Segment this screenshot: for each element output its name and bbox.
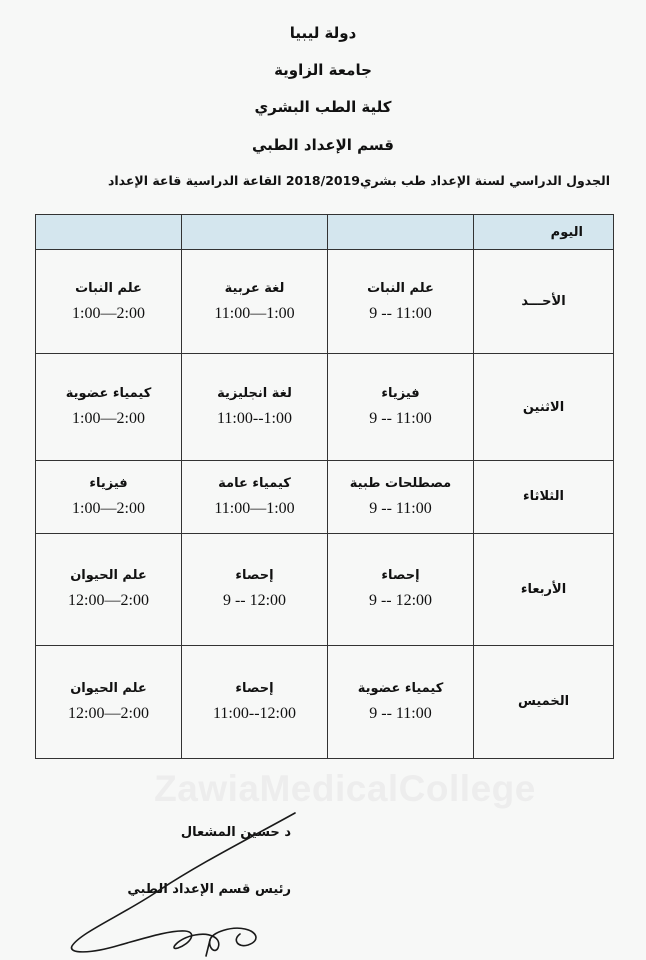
signatory-name: د حسين المشعال	[180, 825, 291, 840]
time: 1:00—2:00	[72, 410, 145, 428]
subject: علم النبات	[367, 280, 434, 296]
schedule-cell	[36, 645, 182, 758]
day-cell: الاثنين	[474, 354, 614, 460]
time: 9 -- 11:00	[369, 304, 432, 322]
subject: إحصاء	[381, 568, 420, 584]
schedule-cell	[182, 645, 328, 758]
handwritten-signature	[60, 808, 320, 958]
table-header-row	[36, 215, 614, 250]
schedule-cell	[328, 645, 474, 758]
time: 9 -- 12:00	[368, 592, 433, 610]
schedule-cell	[182, 354, 328, 460]
table-row	[36, 250, 614, 354]
subject: كيمياء عامة	[218, 475, 291, 491]
table-row	[36, 534, 614, 645]
schedule-cell	[328, 534, 474, 645]
header-empty-1	[328, 215, 474, 250]
header-empty-3	[36, 215, 182, 250]
subject: كيمياء عضوية	[357, 680, 444, 696]
subject: فيزياء	[381, 386, 420, 402]
subject: مصطلحات طبية	[349, 475, 452, 491]
day-cell: الثلاثاء	[474, 460, 614, 533]
day-cell: الأحـــد	[474, 250, 614, 354]
header-day: اليوم	[474, 215, 614, 250]
subject: علم الحيوان	[70, 680, 147, 696]
schedule-cell	[36, 250, 182, 354]
schedule-cell	[328, 250, 474, 354]
schedule-table	[35, 214, 614, 759]
time: 9 -- 12:00	[222, 592, 287, 610]
subject: علم النبات	[75, 280, 142, 296]
subject: كيمياء عضوية	[65, 386, 152, 402]
subject: إحصاء	[235, 680, 274, 696]
table-row	[36, 460, 614, 533]
schedule-cell	[36, 354, 182, 460]
watermark: ZawiaMedicalCollege	[154, 768, 536, 809]
time: 11:00—1:00	[214, 304, 295, 322]
schedule-subtitle: الجدول الدراسي لسنة الإعداد طب بشري2018/2019 القاعة الدراسية قاعة الإعداد	[107, 173, 610, 188]
subject: فيزياء	[89, 475, 128, 491]
schedule-cell	[36, 460, 182, 533]
time: 12:00—2:00	[68, 704, 149, 722]
schedule-cell	[328, 460, 474, 533]
table-row	[36, 645, 614, 758]
day-cell: الخميس	[474, 645, 614, 758]
time: 9 -- 11:00	[369, 499, 432, 517]
time: 11:00—1:00	[214, 499, 295, 517]
time: 1:00—2:00	[72, 304, 145, 322]
day-cell: الأربعاء	[474, 534, 614, 645]
schedule-cell	[182, 250, 328, 354]
schedule-cell	[182, 460, 328, 533]
time: 1:00—2:00	[72, 499, 145, 517]
header-empty-2	[182, 215, 328, 250]
subject: إحصاء	[235, 568, 274, 584]
header-university: جامعة الزاوية	[274, 61, 372, 79]
header-faculty: كلية الطب البشري	[254, 98, 392, 116]
time: 12:00—2:00	[68, 592, 149, 610]
time: 9 -- 11:00	[369, 410, 432, 428]
signatory-role: رئيس قسم الإعداد الطبي	[127, 882, 291, 897]
schedule-cell	[182, 534, 328, 645]
subject: لغة انجليزية	[217, 386, 292, 402]
time: 11:00--1:00	[217, 410, 292, 428]
subject: لغة عربية	[224, 280, 285, 296]
time: 11:00--12:00	[213, 704, 296, 722]
table-row	[36, 354, 614, 460]
subject: علم الحيوان	[70, 568, 147, 584]
header-country: دولة ليبيا	[289, 24, 357, 42]
schedule-cell	[36, 534, 182, 645]
time: 9 -- 11:00	[369, 704, 432, 722]
schedule-cell	[328, 354, 474, 460]
header-department: قسم الإعداد الطبي	[251, 136, 395, 154]
